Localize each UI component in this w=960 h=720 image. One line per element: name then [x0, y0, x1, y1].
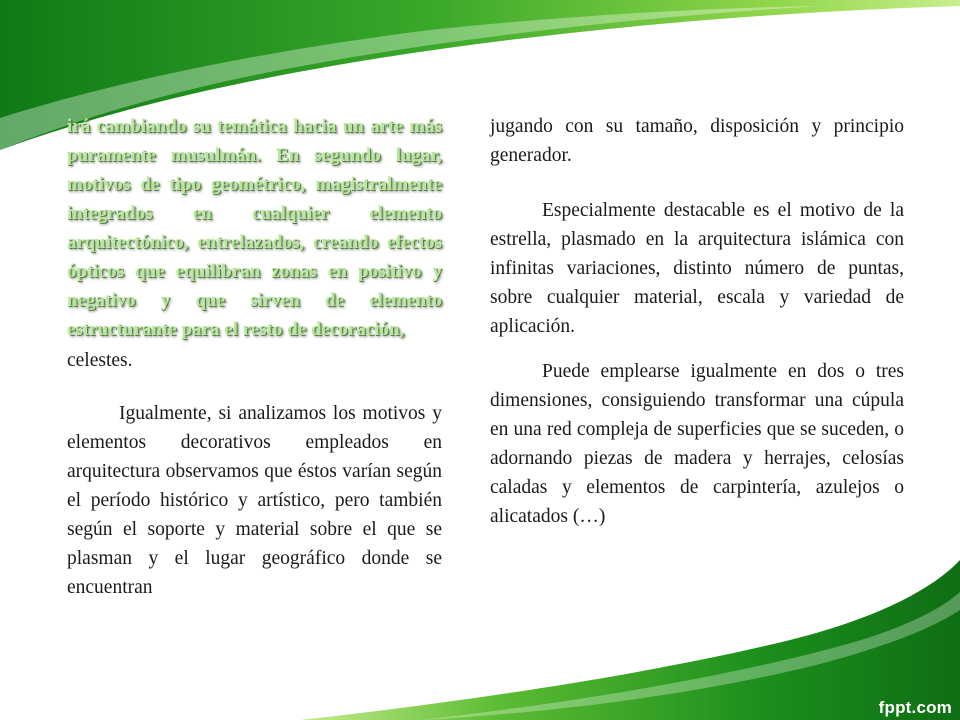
text-fragment: celestes. [67, 350, 133, 371]
right-column [490, 112, 904, 531]
paragraph-igualmente: Igualmente, si analizamos los motivos y elementos decorativos empleados en arquitectura observamos que éstos varían según el período histórico y artístico, pero también según el soporte y material sobre el que se plasman y el lugar geográfico donde se encuentran [67, 403, 442, 598]
paragraph-especialmente: Especialmente destacable es el motivo de la estrella, plasmado en la arquitectura islámica con infinitas variaciones, distinto número de puntas, sobre cualquier material, escala y variedad de aplicación. [490, 200, 904, 337]
watermark-logo: fppt.com [878, 698, 952, 717]
left-column [67, 112, 442, 602]
paragraph-puede: Puede emplearse igualmente en dos o tres dimensiones, consiguiendo transformar una cúpula en una red compleja de superficies que se suceden, o adornando piezas de madera y herrajes, celosías caladas y elementos de carpintería, azulejos o alicatados (…) [490, 361, 904, 527]
paragraph-jugando: jugando con su tamaño, disposición y principio generador. [490, 116, 904, 166]
highlighted-paragraph: irá cambiando su temática hacia un arte más puramente musulmán. En segundo lugar, motivos de tipo geométrico, magistralmente integrados en cualquier elemento arquitectónico, entrelazados, creando efectos ópticos que equilibran zonas en positivo y negativo y que sirven de elemento estructurante para el resto de decoración, [67, 116, 442, 340]
